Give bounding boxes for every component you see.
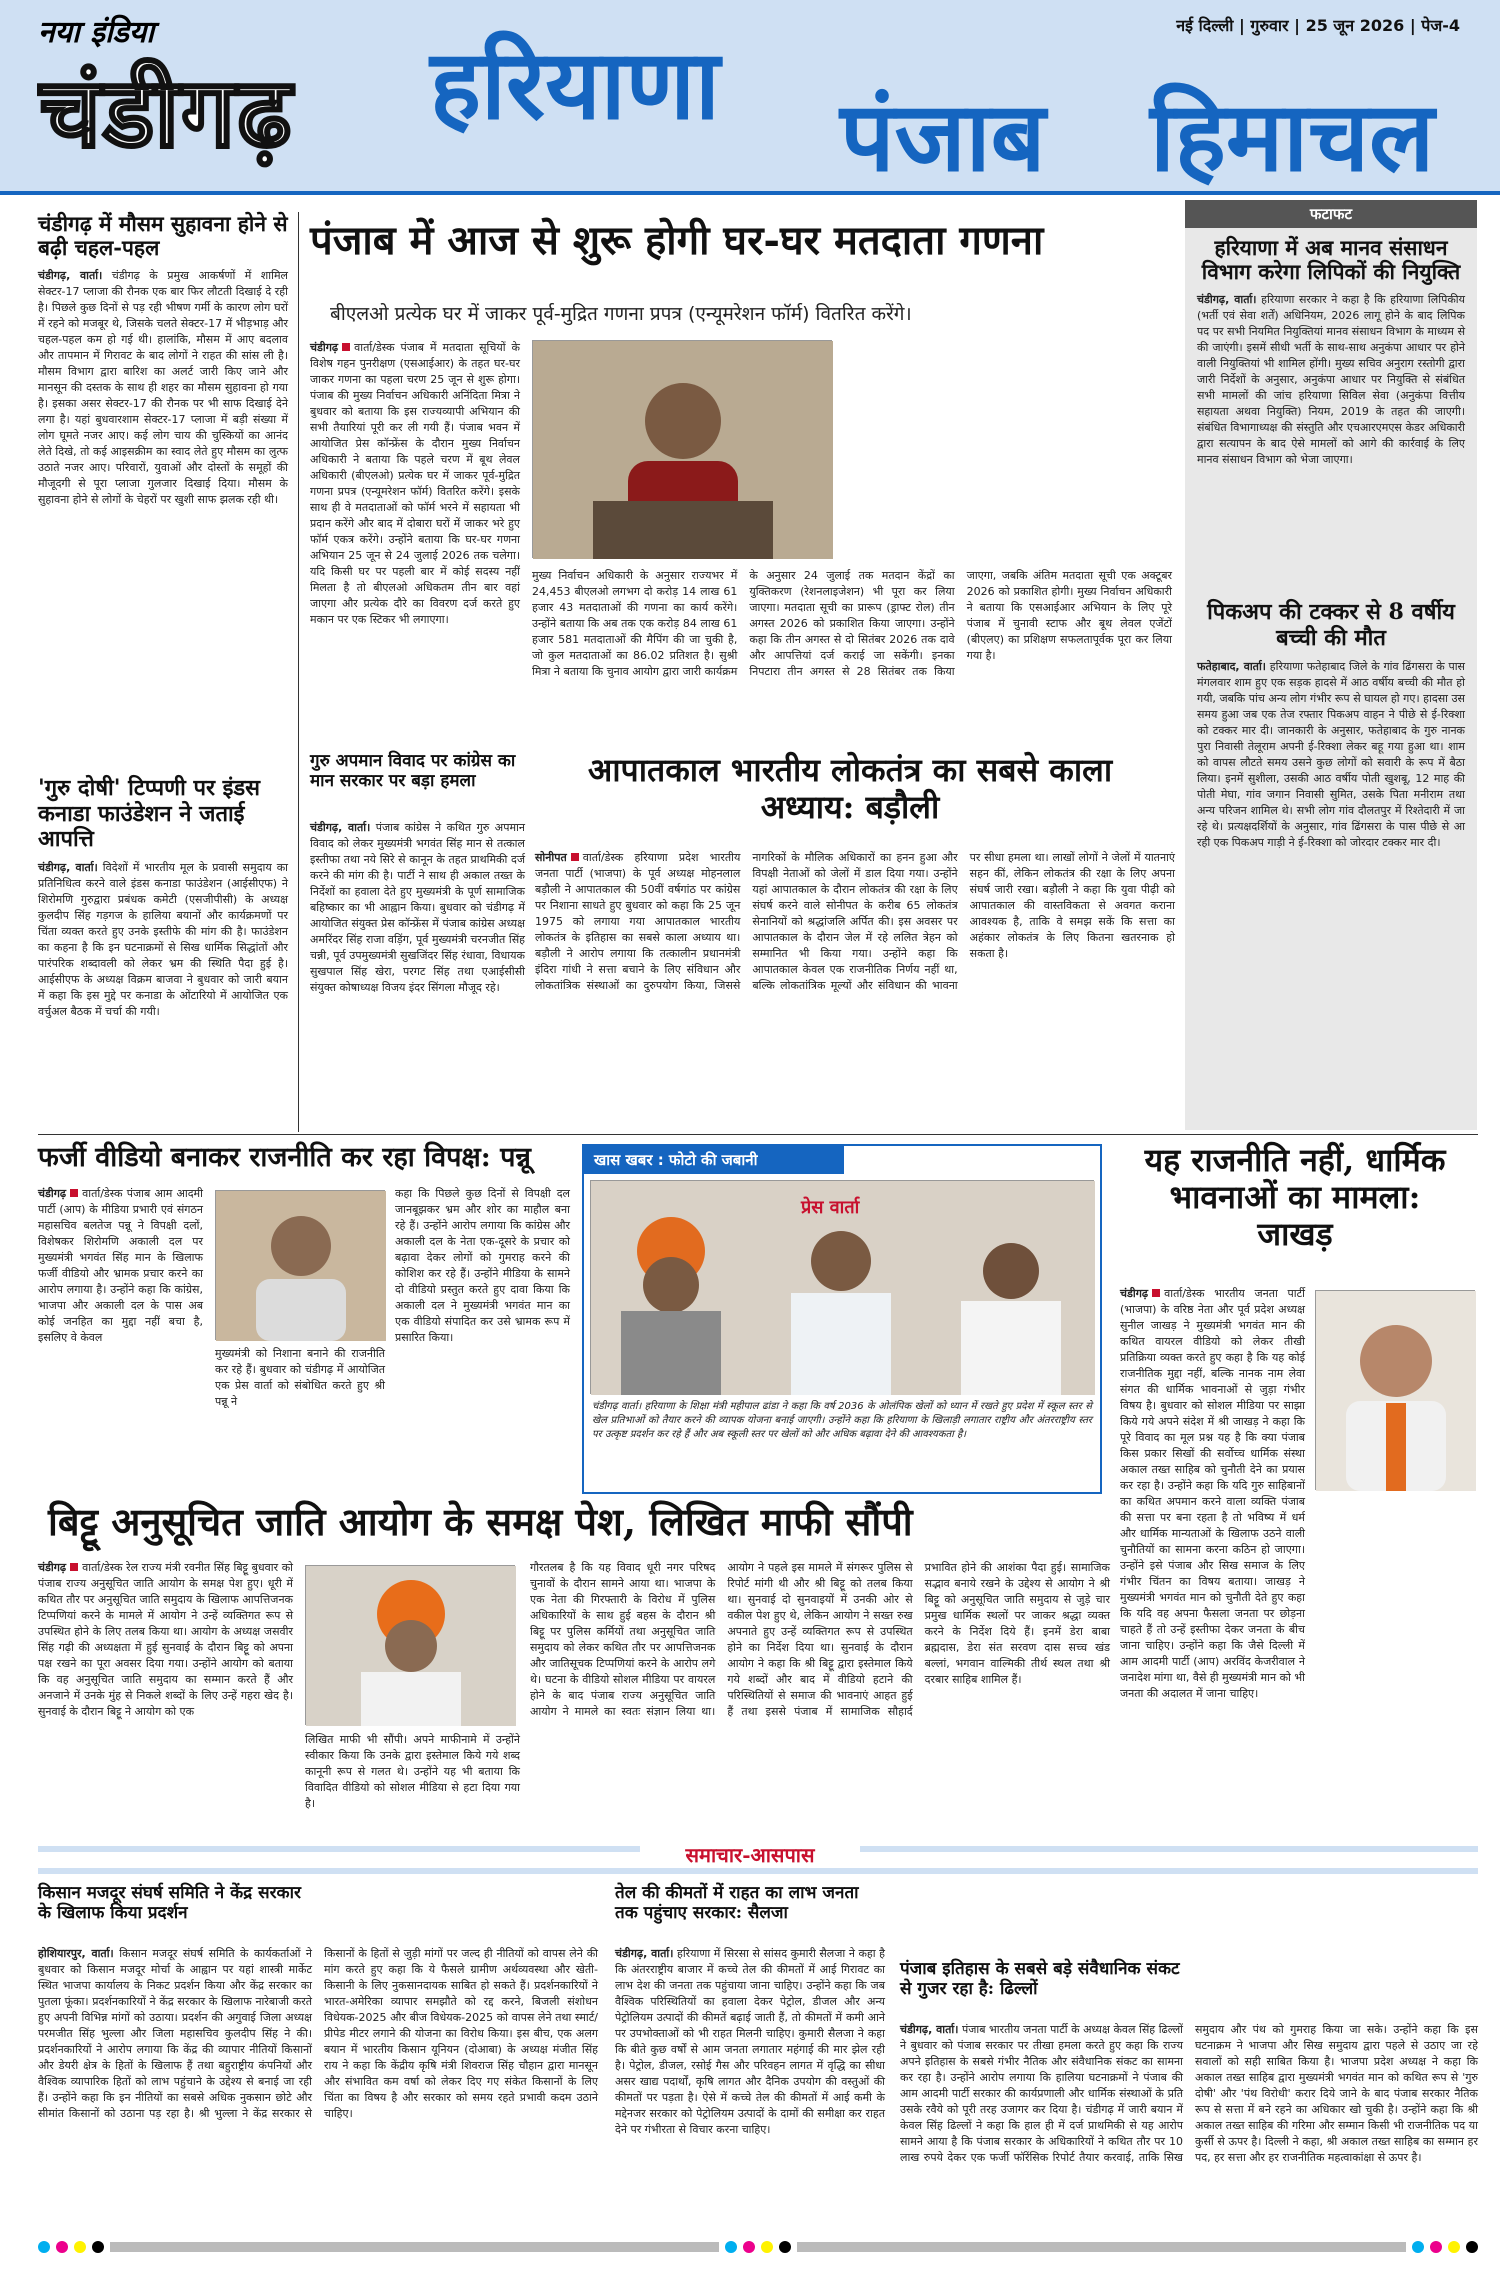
bittu-caption: लिखित माफी भी सौंपी। अपने माफीनामे में उन्होंने स्वीकार किया कि उनके द्वारा इस्तेमाल किये गये शब्द कानूनी रूप से गलत थे। उन्होंने यह भी बताया कि विवादित वीडियो को सोशल मीडिया से हटा दिया गया है। <box>305 1733 520 1810</box>
factfile-panel <box>1185 200 1477 1130</box>
divider <box>38 1134 1478 1135</box>
kmss-body <box>38 1946 598 2226</box>
kmss-text: किसान मजदूर संघर्ष समिति के कार्यकर्ताओं ने बुधवार को किसान मजदूर मोर्चा के आह्वान पर यहां शास्त्री मार्केट स्थित भाजपा कार्यालय के निकट प्रदर्शन किया और केंद्र सरकार का पुतला फूंका। प्रदर्शनकारियों ने केंद्र सरकार के खिलाफ नारेबाजी करते हुए अपनी विभिन्न मांगों को उठाया। प्रदर्शन की अगुवाई जिला अध्यक्ष परमजीत सिंह भुल्ला और जिला महासचिव कुलदीप सिंह ने की। प्रदर्शनकारियों ने आरोप लगाया कि केंद्र की व्यापार नीतियों किसानों और डेयरी क्षेत्र के हितों के खिलाफ हैं तथा बहुराष्ट्रीय कंपनियों और वैश्विक व्यापारिक हितों को लाभ पहुंचाने के उद्देश्य से बनाई जा रही हैं। उन्होंने कहा कि इन नीतियों का सबसे अधिक नुकसान छोटे और सीमांत किसानों को उठाना पड़ रहा है। श्री भुल्ला ने केंद्र सरकार से किसानों के हितों से जुड़ी मांगों पर जल्द ही नीतियों को वापस लेने की मांग करते हुए कहा कि ये फैसले ग्रामीण अर्थव्यवस्था और खेती-किसानी के लिए नुकसानदायक साबित हो सकते हैं। प्रदर्शनकारियों ने भारत-अमेरिका व्यापार समझौते को रद्द करने, बिजली संशोधन विधेयक-2025 और बीज विधेयक-2025 को वापस लेने तथा स्मार्ट/प्रीपेड मीटर लगाने की योजना का विरोध किया। इस बीच, एक अलग बयान में भारतीय किसान यूनियन (दोआबा) के अध्यक्ष मंजीत सिंह राय ने कहा कि केंद्रीय कृषि मंत्री शिवराज सिंह चौहान द्वारा मानसून और संभावित कम वर्षा को लेकर दिए गए संकेत किसानों के लिए चिंता का विषय है और सरकार को समय रहते प्रभावी कदम उठाने चाहिए। <box>38 1947 598 2120</box>
lead-body-1 <box>310 340 520 730</box>
red-marker <box>1152 1289 1160 1297</box>
section-title: समाचार-आसपास <box>640 1840 860 1867</box>
fake-body-1 <box>38 1186 203 1486</box>
lead-body-2: मुख्य निर्वाचन अधिकारी के अनुसार राज्यभर में 24,453 बीएलओ लगभग दो करोड़ 14 लाख 61 हजार 43 मतदाताओं की गणना का कार्य करेंगे। उन्होंने बताया कि अब तक एक करोड़ 84 लाख 61 हजार 581 मतदाताओं की मैपिंग की जा चुकी है, जो कुल मतदाताओं का 86.02 प्रतिशत है। सुश्री मित्रा ने बताया कि चुनाव आयोग द्वारा जारी कार्यक्रम के अनुसार 24 जुलाई तक मतदान केंद्रों का युक्तिकरण (रेशनलाइजेशन) भी पूरा कर लिया जाएगा। मतदाता सूची का प्रारूप (ड्राफ्ट रोल) तीन अगस्त 2026 को प्रकाशित किया जाएगा। उन्होंने कहा कि तीन अगस्त से दो सितंबर 2026 तक दावे और आपत्तियां दर्ज कराई जा सकेंगी। इनका निपटारा तीन अगस्त से 28 सितंबर तक किया जाएगा, जबकि अंतिम मतदाता सूची एक अक्टूबर 2026 को प्रकाशित होगी। मुख्य निर्वाचन अधिकारी ने बताया कि एसआईआर अभियान के लिए पूरे पंजाब में चुनावी स्टाफ और बूथ लेवल एजेंटों (बीएलए) का प्रशिक्षण सफलतापूर्वक पूरा कर लिया गया है। <box>532 569 1172 678</box>
lead-subtitle: बीएलओ प्रत्येक घर में जाकर पूर्व-मुद्रित गणना प्रपत्र (एन्यूमरेशन फॉर्म) वितरित करेंगे। <box>330 303 912 325</box>
factfile-text-1: हरियाणा सरकार ने कहा है कि हरियाणा लिपिकीय (भर्ती एवं सेवा शर्तें) अधिनियम, 2026 लागू होने के बाद लिपिक पद पर सभी नियमित नियुक्तियां मानव संसाधन विभाग के माध्यम से की जाएंगी। इसमें सीधी भर्ती के साथ-साथ अनुकंपा आधार पर होने वाली नियुक्तियां भी शामिल होंगी। मुख्य सचिव अनुराग रस्तोगी द्वारा जारी निर्देशों के अनुसार, अनुकंपा आधार पर नियुक्ति से संबंधित सभी मामलों की जांच हरियाणा सिविल सेवा (अनुकंपा वित्तीय सहायता अथवा नियुक्ति) नियम, 2019 के तहत की जाएगी। संबंधित विभागाध्यक्ष की संस्तुति और एचआरएमएस केडर अधिकारी द्वारा सत्यापन के बाद ऐसे मामलों को आगे की कार्रवाई के लिए मानव संसाधन विभाग को भेजा जाएगा। <box>1197 293 1466 467</box>
jakhar-text: भारतीय जनता पार्टी (भाजपा) के वरिष्ठ नेता और पूर्व प्रदेश अध्यक्ष सुनील जाखड़ ने मुख्यमंत्री भगवंत मान की कथित वायरल वीडियो को लेकर तीखी प्रतिक्रिया व्यक्त करते हुए कहा है कि यह कोई राजनीतिक मुद्दा नहीं, बल्कि नानक नाम लेवा संगत की धार्मिक भावनाओं से जुड़ा गंभीर विषय है। बुधवार को सोशल मीडिया पर साझा किये गये अपने संदेश में श्री जाखड़ ने कहा कि पूरे विवाद का मूल प्रश्न यह है कि क्या पंजाब किस प्रकार सिखों की सर्वोच्च धार्मिक संस्था अकाल तख्त साहिब को चुनौती देने का प्रयास कर रहा है। उन्होंने कहा कि यदि गुरु साहिबानों का कथित अपमान करने वाला व्यक्ति पंजाब की सत्ता पर बना रहता है तो भविष्य में धर्म और धार्मिक मान्यताओं के खिलाफ उठने वाली चुनौतियों का सामना करना कठिन हो जाएगा। उन्होंने इसे पंजाब और सिख समाज के लिए गंभीर चिंतन का विषय बताया। जाखड़ ने मुख्यमंत्री भगवंत मान को चुनौती देते हुए कहा कि यदि वह अपना फैसला जनता पर छोड़ना चाहते हैं तो उन्हें इस्तीफा देकर जनता के बीच जाना चाहिए। उन्होंने कहा कि जैसे दिल्ली में आम आदमी पार्टी (आप) अरविंद केजरीवाल ने जनादेश मांगा था, वैसे ही मुख्यमंत्री मान को भी जनता की अदालत में जाना चाहिए। <box>1120 1287 1306 1700</box>
bittu-headline: बिट्टू अनुसूचित जाति आयोग के समक्ष पेश, लिखित माफी सौंपी <box>48 1499 913 1544</box>
lead-photo <box>532 340 832 558</box>
khas-label: खास खबर : फोटो की जबानी <box>584 1146 844 1174</box>
jakhar-headline: यह राजनीति नहीं, धार्मिक भावनाओं का मामला: जाखड़ <box>1144 1141 1446 1253</box>
kmss-headline: किसान मजदूर संघर्ष समिति ने केंद्र सरकार के खिलाफ किया प्रदर्शन <box>38 1883 301 1923</box>
city-title: चंडीगढ़ <box>40 56 294 169</box>
jakhar-agency: वार्ता/डेस्क <box>1164 1287 1205 1300</box>
left2-dateline: चंडीगढ़, वार्ता। <box>38 861 98 875</box>
bittu-body-1 <box>38 1560 293 1830</box>
factfile-dateline-2: फतेहाबाद, वार्ता। <box>1197 659 1266 673</box>
punjab-text: पंजाब भारतीय जनता पार्टी के अध्यक्ष केवल सिंह ढिल्लों ने बुधवार को पंजाब सरकार पर तीखा हमला करते हुए कहा कि राज्य अपने इतिहास के सबसे गंभीर नैतिक और संवैधानिक संकट का सामना कर रहा है। उन्होंने आरोप लगाया कि हालिया घटनाक्रमों ने पंजाब की आम आदमी पार्टी सरकार की कार्यप्रणाली और धार्मिक संस्थाओं के प्रति उसके रवैये को पूरी तरह उजागर कर दिया है। चंडीगढ़ में जारी बयान में केवल सिंह ढिल्लों ने कहा कि हाल ही में दर्ज प्राथमिकी से यह आरोप सामने आया है कि पंजाब सरकार के अधिकारियों ने कथित तौर पर 10 लाख रुपये देकर एक फर्जी फॉरेंसिक रिपोर्ट तैयार करवाई, ताकि सिख समुदाय और पंथ को गुमराह किया जा सके। उन्होंने कहा कि इस घटनाक्रम ने भाजपा और सिख समुदाय द्वारा पहले से उठाए जा रहे सवालों को सही साबित किया है। भाजपा प्रदेश अध्यक्ष ने कहा कि अकाल तख्त साहिब द्वारा मुख्यमंत्री भगवंत मान को कथित रूप से 'गुरु दोषी' और 'पंथ विरोधी' करार दिये जाने के बाद पंजाब सरकार नैतिक रूप से सत्ता में बने रहने का अधिकार खो चुकी है। उन्होंने कहा कि श्री अकाल तख्त साहिब की गरिमा और सम्मान किसी भी राजनीतिक पद या कुर्सी से ऊपर है। दिल्ली ने कहा, श्री अकाल तख्त साहिब का सम्मान हर पद, हर सत्ता और हर राजनीतिक महत्वाकांक्षा से ऊपर है। <box>900 2023 1478 2164</box>
punjab-body <box>900 2022 1478 2227</box>
speaker-figure <box>306 1566 516 1726</box>
left1-text: चंडीगढ़ के प्रमुख आकर्षणों में शामिल सेक्टर-17 प्लाजा की रौनक एक बार फिर लौटती दिखाई दे रही है। पिछले कुछ दिनों से पड़ रही भीषण गर्मी के कारण लोग घरों में रहने को मजबूर थे, जिसके चलते सेक्टर-17 में भीड़भाड़ और चहल-पहल कम हो गई थी। हालांकि, मौसम में आए बदलाव और तापमान में गिरावट के बाद लोगों ने राहत की सांस ली है। मौसम विभाग द्वारा बारिश का अलर्ट जारी किए जाने और मानसून की दस्तक के साथ ही शहर का मौसम सुहावना हो गया है। इसका असर सेक्टर-17 की रौनक पर भी साफ दिखाई देने लगा है। यहां बुधवारशाम सेक्टर-17 प्लाजा में बड़ी संख्या में लोग घूमते नजर आए। कई लोग चाय की चुस्कियों का आनंद लेते दिखे, तो कई आइसक्रीम का स्वाद लेते हुए मौसम का लुत्फ उठाते नजर आए। परिवारों, युवाओं और दोस्तों के समूहों की मौजूदगी से पूरा प्लाजा गुलजार दिखाई दिया। मौसम के सुहावना होने से लोगों के चेहरों पर खुशी साफ झलक रही थी। <box>38 269 288 507</box>
left1-headline: चंडीगढ़ में मौसम सुहावना होने से बढ़ी चहल-पहल <box>38 211 288 261</box>
edition-meta: नई दिल्ली | गुरुवार | 25 जून 2026 | पेज-4 <box>1176 16 1460 35</box>
emergency-text: हरियाणा प्रदेश भारतीय जनता पार्टी (भाजपा) के पूर्व अध्यक्ष मोहनलाल बड़ौली ने आपातकाल की 50वीं वर्षगांठ पर कांग्रेस पर निशाना साधते हुए बुधवार को कहा कि 25 जून 1975 को लगाया गया आपातकाल भारतीय लोकतंत्र के इतिहास का सबसे काला अध्याय था। बड़ौली ने आरोप लगाया कि तत्कालीन प्रधानमंत्री इंदिरा गांधी ने सत्ता बचाने के लिए संविधान और लोकतांत्रिक संस्थाओं का दुरुपयोग किया, जिससे नागरिकों के मौलिक अधिकारों का हनन हुआ और विपक्षी नेताओं को जेलों में डाल दिया गया। उन्होंने यहां आपातकाल के दौरान लोकतंत्र की रक्षा के लिए संघर्ष करने वाले सोनीपत के करीब 65 लोकतंत्र सेनानियों को श्रद्धांजलि अर्पित की। इस अवसर पर आपातकाल के दौरान जेल में रहे ललित त्रेहन को सम्मानित भी किया गया। उन्होंने कहा कि आपातकाल केवल एक राजनीतिक निर्णय नहीं था, बल्कि लोकतांत्रिक मूल्यों और संविधान की भावना पर सीधा हमला था। लाखों लोगों ने जेलों में यातनाएं सहन कीं, लेकिन लोकतंत्र की रक्षा के लिए अपना संघर्ष जारी रखा। बड़ौली ने कहा कि युवा पीढ़ी को आपातकाल की वास्तविकता से अवगत कराना आवश्यक है, ताकि वे समझ सकें कि सत्ता का अहंकार लोकतंत्र के लिए कितना खतरनाक हो सकता है। <box>535 851 1175 992</box>
fake-caption: मुख्यमंत्री को निशाना बनाने की राजनीति कर रहे हैं। बुधवार को चंडीगढ़ में आयोजित एक प्रेस वार्ता को संबोधित करते हुए श्री पन्नू ने <box>215 1347 385 1408</box>
emergency-dateline: सोनीपत <box>535 851 567 864</box>
factfile-body-1 <box>1185 292 1477 592</box>
red-marker <box>70 1189 78 1197</box>
guru-text: पंजाब कांग्रेस ने कथित गुरु अपमान विवाद को लेकर मुख्यमंत्री भगवंत सिंह मान से तत्काल इस्तीफा तथा नये सिरे से कानून के तहत प्राथमिकी दर्ज करने की मांग की है। पार्टी ने साथ ही अकाल तख्त के निर्देशों का हवाला देते हुए मुख्यमंत्री के पूर्ण सामाजिक बहिष्कार का भी आह्वान किया। बुधवार को चंडीगढ़ में आयोजित संयुक्त प्रेस कॉन्फ्रेंस में पंजाब कांग्रेस अध्यक्ष अमरिंदर सिंह राजा वड़िंग, पूर्व मुख्यमंत्री चरनजीत सिंह चन्नी, पूर्व उपमुख्यमंत्री सुखजिंदर सिंह रंधावा, विधायक सुखपाल सिंह खेरा, परगट सिंह तथा एआईसीसी संयुक्त कोषाध्यक्ष विजय इंदर सिंगला मौजूद रहे। <box>310 821 525 994</box>
punjab-dateline: चंडीगढ़, वार्ता। <box>900 2023 959 2036</box>
red-marker <box>571 853 579 861</box>
masthead-title-2: पंजाब <box>840 80 1046 193</box>
masthead-title-1: हरियाणा <box>430 28 720 141</box>
oil-text: हरियाणा में सिरसा से सांसद कुमारी सैलजा ने कहा है कि अंतरराष्ट्रीय बाजार में कच्चे तेल की कीमतों में आई गिरावट का लाभ देश की जनता तक पहुंचाया जाना चाहिए। उन्होंने कहा कि जब वैश्विक परिस्थितियों का हवाला देकर पेट्रोल, डीजल और अन्य पेट्रोलियम उत्पादों की कीमतें बढ़ाई जाती हैं, तो कीमतों में कमी आने पर उपभोक्ताओं को भी राहत मिलनी चाहिए। कुमारी सैलजा ने कहा कि बीते कुछ वर्षों से आम जनता लगातार महंगाई की मार झेल रही है। पेट्रोल, डीजल, रसोई गैस और परिवहन लागत में वृद्धि का सीधा असर खाद्य पदार्थों, कृषि लागत और दैनिक उपयोग की वस्तुओं की कीमतों पर पड़ता है। ऐसे में कच्चे तेल की कीमतों में आई कमी के मद्देनजर सरकार को पेट्रोलियम उत्पादों के दामों की समीक्षा कर राहत देने पर गंभीरता से विचार करना चाहिए। <box>615 1947 886 2136</box>
masthead-title-3: हिमाचल <box>1150 80 1435 193</box>
registration-marks <box>38 2240 1478 2254</box>
lead-headline: पंजाब में आज से शुरू होगी घर-घर मतदाता गणना <box>310 217 1044 264</box>
lead-agency: वार्ता/डेस्क <box>354 341 395 354</box>
bittu-photo <box>305 1565 515 1725</box>
kmss-dateline: होशियारपुर, वार्ता। <box>38 1947 114 1960</box>
emergency-headline: आपातकाल भारतीय लोकतंत्र का सबसे काला अध्याय: बड़ौली <box>587 751 1113 826</box>
guru-headline: गुरु अपमान विवाद पर कांग्रेस का मान सरकार पर बड़ा हमला <box>310 751 516 791</box>
khas-photo <box>590 1180 1094 1394</box>
khas-backdrop-text: प्रेस वार्ता <box>801 1197 860 1218</box>
guru-dateline: चंडीगढ़, वार्ता। <box>310 821 371 834</box>
lead-dateline: चंडीगढ़ <box>310 341 339 354</box>
bittu-agency: वार्ता/डेस्क <box>82 1561 123 1574</box>
left2-text: विदेशों में भारतीय मूल के प्रवासी समुदाय का प्रतिनिधित्व करने वाले इंडस कनाडा फाउंडेशन (आईसीएफ) ने शिरोमणि गुरुद्वारा प्रबंधक कमेटी (एसजीपीसी) के अध्यक्ष कुलदीप सिंह गड़गज के हालिया बयानों और कार्यक्रमणों पर चिंता व्यक्त करते हुए उनके इस्तीफे की मांग की है। फाउंडेशन का कहना है कि इन घटनाक्रमों से सिख धार्मिक सिद्धांतों और पारंपरिक शब्दावली को लेकर भ्रम की स्थिति पैदा हुई है। आईसीएफ के अध्यक्ष विक्रम बाजवा ने बुधवार को जारी बयान में कहा कि इस मुद्दे पर कनाडा के ओंटारियो में आयोजित एक वर्चुअल बैठक में चर्चा की गयी। <box>38 861 288 1019</box>
fake-text-1: पंजाब आम आदमी पार्टी (आप) के मीडिया प्रभारी एवं संगठन महासचिव बलतेज पन्नू ने विपक्षी दलों, विशेषकर शिरोमणि अकाली दल पर मुख्यमंत्री भगवंत सिंह मान के खिलाफ फर्जी वीडियो और भ्रामक प्रचार करने का आरोप लगाया है। उन्होंने कहा कि कांग्रेस, भाजपा और अकाली दल के पास अब कोई जनहित का मुद्दा नहीं बचा है, इसलिए वे केवल <box>38 1187 203 1344</box>
speaker-figure <box>1316 1291 1476 1491</box>
oil-body <box>615 1946 885 2226</box>
jakhar-body-1 <box>1120 1286 1306 1700</box>
speaker-figure <box>533 341 833 559</box>
factfile-body-2 <box>1185 659 1477 1039</box>
left1-dateline: चंडीगढ़, वार्ता। <box>38 269 103 283</box>
fake-headline: फर्जी वीडियो बनाकर राजनीति कर रहा विपक्ष: पन्नू <box>38 1142 531 1173</box>
fake-dateline: चंडीगढ़ <box>38 1187 67 1200</box>
red-marker <box>342 343 350 351</box>
jakhar-dateline: चंडीगढ़ <box>1120 1287 1149 1300</box>
factfile-label: फटाफट <box>1185 200 1477 228</box>
left1-body <box>38 268 288 768</box>
left2-body <box>38 860 288 1190</box>
emergency-body <box>535 850 1175 1120</box>
fake-agency: वार्ता/डेस्क <box>82 1187 123 1200</box>
jakhar-body-2 <box>1315 1500 1475 1840</box>
left-column <box>38 212 288 1190</box>
guru-body <box>310 820 525 1120</box>
emergency-agency: वार्ता/डेस्क <box>582 851 624 864</box>
left2-headline: 'गुरु दोषी' टिप्पणी पर इंडस कनाडा फाउंडेशन ने जताई आपत्ति <box>38 775 261 852</box>
red-marker <box>70 1563 78 1571</box>
jakhar-photo <box>1315 1290 1475 1490</box>
bittu-text-1: रेल राज्य मंत्री रवनीत सिंह बिट्टू बुधवार को पंजाब राज्य अनुसूचित जाति आयोग के समक्ष पेश हुए। धूरी में कथित तौर पर अनुसूचित जाति समुदाय के खिलाफ आपत्तिजनक टिप्पणियां करने के मामले में आयोग ने उन्हें व्यक्तिगत रूप से उपस्थित होने के लिए तलब किया था। आयोग के अध्यक्ष जसवीर सिंह गढ़ी की अध्यक्षता में हुई सुनवाई के दौरान बिट्टू को अपना पक्ष रखने का पूरा अवसर दिया गया। उन्होंने आयोग को बताया कि वह अनुसूचित जाति समुदाय का सम्मान करते हैं और अनजाने में उनके मुंह से निकले शब्दों के लिए उन्हें गहरा खेद है। सुनवाई के दौरान बिट्टू ने आयोग को एक <box>38 1561 293 1718</box>
brand-name: नया इंडिया <box>38 15 154 50</box>
punjab-headline: पंजाब इतिहास के सबसे बड़े संवैधानिक संकट से गुजर रहा है: ढिल्लों <box>900 1959 1180 1999</box>
lead-text-1: पंजाब में मतदाता सूचियों के विशेष गहन पुनरीक्षण (एसआईआर) के तहत घर-घर जाकर गणना का पहला चरण 25 जून से शुरू होगा। पंजाब की मुख्य निर्वाचन अधिकारी अनिंदिता मित्रा ने बुधवार को बताया कि इस राज्यव्यापी अभियान की सभी तैयारियां पूरी कर ली गयी हैं। पंजाब भवन में आयोजित प्रेस कॉन्फ्रेंस के दौरान मुख्य निर्वाचन अधिकारी ने बताया कि पहले चरण में बूथ लेवल अधिकारी (बीएलओ) प्रत्येक घर में जाकर पूर्व-मुद्रित गणना प्रपत्र (एन्यूमरेशन फॉर्म) वितरित करेंगे। इसके साथ ही वे मतदाताओं को फॉर्म भरने में सहायता भी प्रदान करेंगे और बाद में दोबारा घरों में जाकर भरे हुए फॉर्म एकत्र करेंगे। उन्होंने बताया कि घर-घर गणना अभियान 25 जून से 24 जुलाई 2026 तक चलेगा। यदि किसी घर पर पहली बार में कोई सदस्य नहीं मिलता है तो बीएलओ अधिकतम तीन बार वहां जाएगा और प्रत्येक दौरे का विवरण दर्ज करते हुए मकान पर एक स्टिकर भी लगाएगा। <box>310 341 520 626</box>
divider <box>298 212 299 1132</box>
factfile-headline-1: हरियाणा में अब मानव संसाधन विभाग करेगा लिपिकों की नियुक्ति <box>1201 235 1461 285</box>
khas-caption: चंडीगढ़ वार्ता। हरियाणा के शिक्षा मंत्री महीपाल ढांडा ने कहा कि वर्ष 2036 के ओलंपिक खेलों को ध्यान में रखते हुए प्रदेश में स्कूल स्तर से खेल प्रतिभाओं को तैयार करने की व्यापक योजना बनाई जाएगी। उन्होंने कहा कि हरियाणा के खिलाड़ी लगातार राष्ट्रीय और अंतरराष्ट्रीय स्तर पर उत्कृष्ट प्रदर्शन कर रहे हैं और अब स्कूली स्तर पर खेलों को और अधिक बढ़ावा देने की आवश्यकता है। <box>592 1401 1092 1440</box>
lead-body-3 <box>842 340 1172 560</box>
factfile-headline-2: पिकअप की टक्कर से 8 वर्षीय बच्ची की मौत <box>1207 599 1455 651</box>
speaker-figure <box>216 1191 386 1341</box>
factfile-dateline-1: चंडीगढ़, वार्ता। <box>1197 293 1257 307</box>
bittu-dateline: चंडीगढ़ <box>38 1561 67 1574</box>
khas-panel <box>582 1144 1102 1494</box>
fake-body-2: कहा कि पिछले कुछ दिनों से विपक्षी दल जानबूझकर भ्रम और शोर का माहौल बना रहे हैं। उन्होंने आरोप लगाया कि कांग्रेस और अकाली दल के नेता एक-दूसरे के प्रचार को बढ़ावा देकर लोगों को गुमराह करने की कोशिश कर रहे हैं। उन्होंने मीडिया के सामने दो वीडियो प्रस्तुत करते हुए दावा किया कि अकाली दल ने मुख्यमंत्री भगवंत मान का एक वीडियो संपादित कर उसे भ्रामक रूप में प्रसारित किया। <box>395 1187 570 1344</box>
factfile-text-2: हरियाणा फतेहाबाद जिले के गांव ढिंगसरा के पास मंगलवार शाम हुए एक सड़क हादसे में आठ वर्षीय बच्ची की मौत हो गयी, जबकि पांच अन्य लोग गंभीर रूप से घायल हो गए। हादसा उस समय हुआ जब एक तेज रफ्तार पिकअप वाहन ने पीछे से ई-रिक्शा को टक्कर मार दी। जानकारी के अनुसार, फतेहाबाद के गुरु नानक पुरा निवासी तेलूराम अपनी ई-रिक्शा लेकर बहू गया हुआ था। शाम को वापस लौटते समय उसने कुछ लोगों को सवारी के रूप में बैठा लिया। इनमें सुशीला, उसकी आठ वर्षीय पोती खुशबू, 12 माह की पोती मेघा, गांव जगान निवासी सुमित, उसके पिता मनीराम तथा अन्य परिजन शामिल थे। सभी लोग गांव दौलतपुर में रिश्तेदारी में जा रहे थे। प्रत्यक्षदर्शियों के अनुसार, गांव ढिंगसरा के पास पीछे से आ रही एक पिकअप गाड़ी ने ई-रिक्शा को जोरदार टक्कर मार दी। <box>1197 659 1465 849</box>
bittu-body-2: गौरतलब है कि यह विवाद धूरी नगर परिषद चुनावों के दौरान सामने आया था। भाजपा के एक नेता की गिरफ्तारी के विरोध में पुलिस अधिकारियों के साथ हुई बहस के दौरान श्री बिट्टू पर पुलिस कर्मियों तथा अनुसूचित जाति समुदाय को लेकर कथित तौर पर आपत्तिजनक और जातिसूचक टिप्पणियां करने के आरोप लगे थे। घटना के वीडियो सोशल मीडिया पर वायरल होने के बाद पंजाब राज्य अनुसूचित जाति आयोग ने मामले का स्वतः संज्ञान लिया था। आयोग ने पहले इस मामले में संगरूर पुलिस से रिपोर्ट मांगी थी और श्री बिट्टू को तलब किया था। सुनवाई दो सुनवाइयों में उनकी ओर से वकील पेश हुए थे, लेकिन आयोग ने सख्त रुख अपनाते हुए उन्हें व्यक्तिगत रूप से उपस्थित होने का निर्देश दिया था। सुनवाई के दौरान आयोग ने कहा कि श्री बिट्टू द्वारा इस्तेमाल किये गये शब्दों और बाद में वीडियो हटाने की परिस्थितियों से समाज की भावनाएं आहत हुई हैं तथा इससे पंजाब में सामाजिक सौहार्द प्रभावित होने की आशंका पैदा हुई। सामाजिक सद्भाव बनाये रखने के उद्देश्य से आयोग ने श्री बिट्टू को अनुसूचित जाति समुदाय से जुड़े चार प्रमुख धार्मिक स्थलों पर जाकर श्रद्धा व्यक्त करने के निर्देश दिये हैं। इनमें डेरा बाबा ब्रह्मदास, डेरा संत सरवण दास सच्च खंड बल्लां, भगवान वाल्मिकी तीर्थ स्थल तथा श्री दरबार साहिब शामिल हैं। <box>530 1561 1110 1718</box>
oil-dateline: चंडीगढ़, वार्ता। <box>615 1947 674 1960</box>
oil-headline: तेल की कीमतों में राहत का लाभ जनता तक पहुंचाए सरकार: सैलजा <box>615 1883 859 1923</box>
fake-photo <box>215 1190 385 1340</box>
